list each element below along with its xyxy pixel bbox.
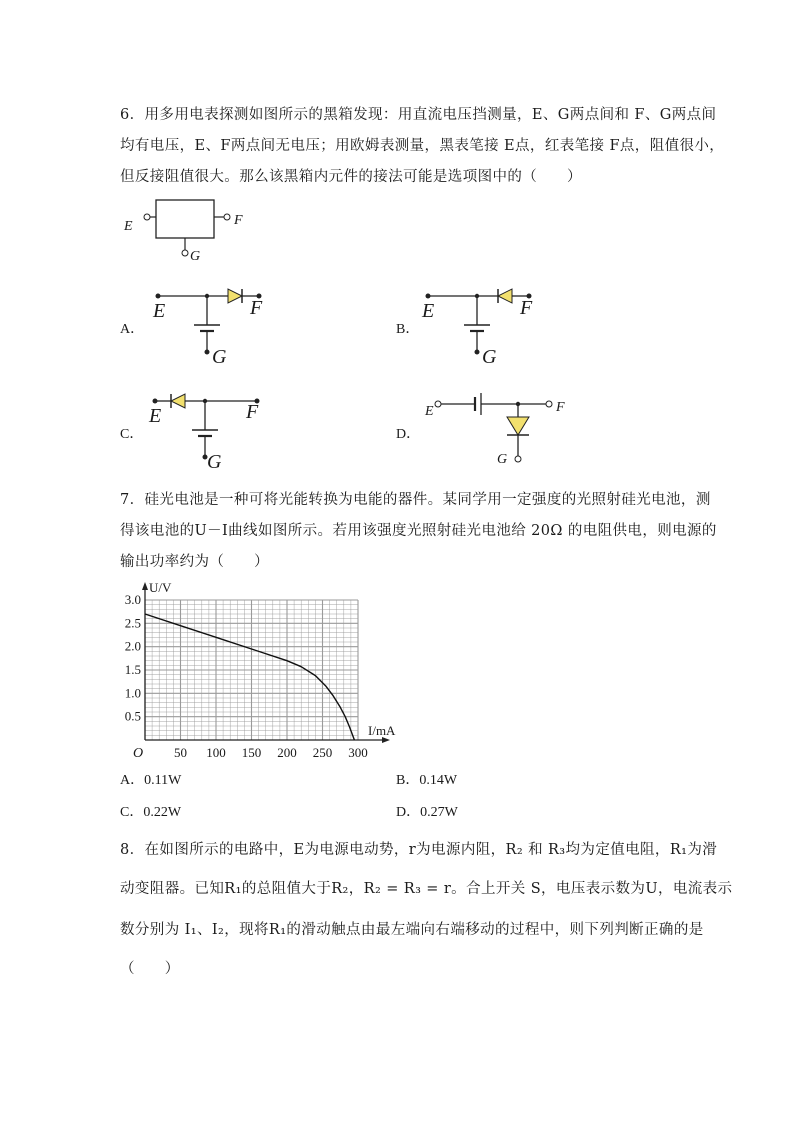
- y-tick-label: 1.0: [124, 685, 141, 701]
- origin-label: O: [133, 746, 144, 761]
- q7-option-c: C．0.22W: [120, 805, 182, 820]
- box-label-g: G: [190, 249, 201, 264]
- x-tick-label: 100: [206, 745, 226, 760]
- q6-option-a-letter: A．: [120, 322, 145, 337]
- q7-option-a: A．0.11W: [120, 773, 182, 788]
- x-tick-label: 250: [312, 745, 333, 760]
- q6-option-d-letter: D．: [396, 427, 421, 442]
- y-tick-label: 2.0: [124, 638, 141, 654]
- option-a-g: G: [212, 346, 227, 368]
- x-tick-label: 50: [174, 745, 187, 760]
- option-b-g: G: [482, 346, 497, 368]
- option-a-e: E: [153, 300, 166, 322]
- y-axis-label: U/V: [149, 580, 172, 595]
- y-tick-label: 1.5: [124, 662, 141, 677]
- q7-option-d: D．0.27W: [396, 805, 458, 820]
- q8-line-4: （ ）: [120, 961, 180, 977]
- y-tick-label: 2.5: [124, 615, 141, 631]
- q6-line-3: 但反接阻值很大。那么该黑箱内元件的接法可能是选项图中的（ ）: [120, 169, 582, 185]
- q6-line-1: 6．用多用电表探测如图所示的黑箱发现：用直流电压挡测量，E、G两点间和 F、G两点间: [120, 107, 717, 123]
- q8-line-3: 数分别为 I₁、I₂，现将R₁的滑动触点由最左端向右端移动的过程中，则下列判断正确的是: [120, 922, 704, 938]
- box-label-f: F: [234, 213, 243, 228]
- x-tick-label: 150: [241, 745, 262, 760]
- q7-line-3: 输出功率约为（ ）: [120, 554, 269, 570]
- box-label-e: E: [124, 219, 133, 234]
- q7-line-2: 得该电池的U－I曲线如图所示。若用该强度光照射硅光电池给 20Ω 的电阻供电，则电源的: [120, 523, 717, 539]
- y-tick-label: 3.0: [124, 592, 141, 607]
- option-b-e: E: [422, 300, 435, 322]
- q8-line-1: 8．在如图所示的电路中，E为电源电动势，r为电源内阻，R₂ 和 R₃均为定值电阻，R₁为滑: [120, 842, 718, 858]
- option-d-f: F: [556, 400, 565, 415]
- x-tick-label: 200: [277, 745, 297, 760]
- q6-line-2: 均有电压，E、F两点间无电压；用欧姆表测量，黑表笔接 E点，红表笔接 F点，阻值很小，: [120, 138, 725, 154]
- q7-line-1: 7．硅光电池是一种可将光能转换为电能的器件。某同学用一定强度的光照射硅光电池，测: [120, 492, 711, 508]
- y-tick-label: 0.5: [124, 708, 141, 724]
- x-tick-label: 300: [348, 745, 368, 760]
- option-c-g: G: [207, 451, 222, 473]
- y-axis-arrow: [142, 582, 148, 590]
- q8-line-2: 动变阻器。已知R₁的总阻值大于R₂，R₂ = R₃ = r。合上开关 S，电压表示数为U，电流表示: [120, 881, 733, 897]
- option-c-f: F: [246, 401, 259, 423]
- q7-option-b: B．0.14W: [396, 773, 458, 788]
- q6-option-c-letter: C．: [120, 427, 144, 442]
- option-c-e: E: [149, 405, 162, 427]
- x-axis-label: I/mA: [368, 723, 396, 738]
- option-d-e: E: [425, 404, 434, 419]
- option-a-f: F: [250, 297, 263, 319]
- option-d-g: G: [497, 452, 508, 467]
- q6-option-b-letter: B．: [396, 322, 420, 337]
- option-b-f: F: [520, 297, 533, 319]
